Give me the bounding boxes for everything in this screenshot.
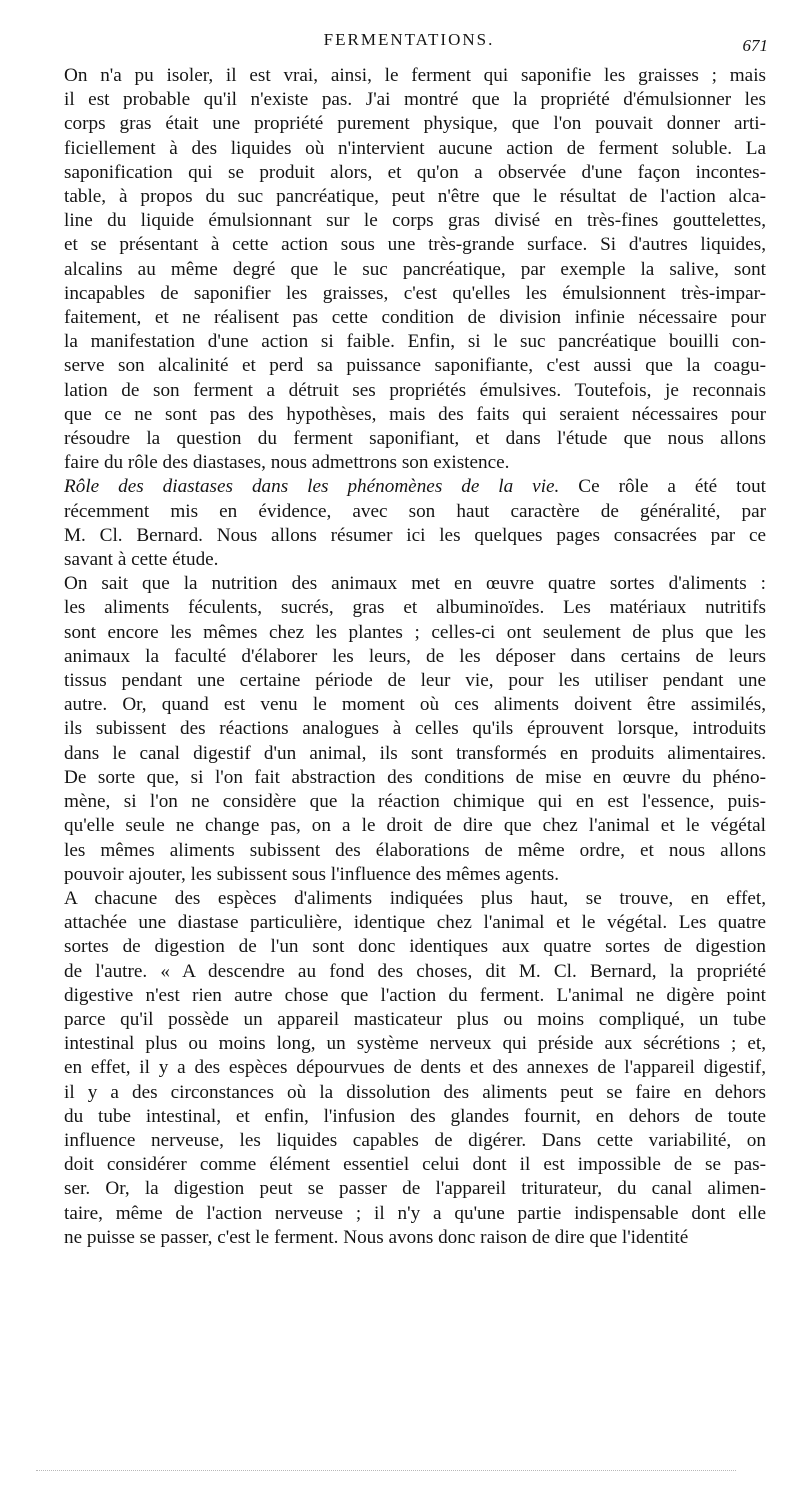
text-line: saponification qui se produit alors, et qu'on a observée d'une façon incontes- <box>64 161 766 183</box>
text-line: il est probable qu'il n'existe pas. J'ai montré que la propriété d'émulsionner les <box>64 89 766 111</box>
text-line: les mêmes aliments subissent des élaborations de même ordre, et nous allons <box>64 839 766 861</box>
text-line: dans le canal digestif d'un animal, ils sont transformés en produits alimentaires. <box>64 742 766 764</box>
body-text <box>50 64 766 1250</box>
text-line: savant à cette étude. <box>64 549 219 571</box>
running-header <box>50 26 768 54</box>
paragraph <box>50 64 766 475</box>
text-line: tissus pendant une certaine période de leur vie, pour les utiliser pendant une <box>64 670 766 692</box>
text-line: attachée une diastase particulière, identique chez l'animal et le végétal. Les quatre <box>64 912 766 934</box>
text-line: pouvoir ajouter, les subissent sous l'influence des mêmes agents. <box>64 863 560 885</box>
text-line: la manifestation d'une action si faible. Enfin, si le suc pancréatique bouilli con- <box>64 331 766 353</box>
text-line: faire du rôle des diastases, nous admettrons son existence. <box>64 452 510 474</box>
text-line: que ce ne sont pas des hypothèses, mais des faits qui seraient nécessaires pour <box>64 403 766 425</box>
text-line: il y a des circonstances où la dissolution des aliments peut se faire en dehors <box>64 1081 766 1103</box>
text-line: digestive n'est rien autre chose que l'action du ferment. L'animal ne digère point <box>64 984 766 1006</box>
text-line: table, à propos du suc pancréatique, peut n'être que le résultat de l'action alca- <box>64 186 766 208</box>
text-line: On sait que la nutrition des animaux met en œuvre quatre sortes d'aliments : <box>64 573 766 595</box>
text-line: alcalins au même degré que le suc pancréatique, par exemple la salive, sont <box>64 258 766 280</box>
text-line: On n'a pu isoler, il est vrai, ainsi, le ferment qui saponifie les graisses ; mais <box>64 65 766 86</box>
text-line: line du liquide émulsionnant sur le corps gras divisé en très-fines gouttelettes, <box>64 210 766 232</box>
text-line: A chacune des espèces d'aliments indiquées plus haut, se trouve, en effet, <box>64 887 766 909</box>
text-line: sortes de digestion de l'un sont donc identiques aux quatre sortes de digestion <box>64 936 766 958</box>
text-line: serve son alcalinité et perd sa puissance saponifiante, c'est aussi que la coagu- <box>64 355 766 377</box>
text-line <box>50 475 766 499</box>
text-line: parce qu'il possède un appareil masticateur plus ou moins compliqué, un tube <box>64 1008 766 1030</box>
text-line: faitement, et ne réalisent pas cette condition de division infinie nécessaire pour <box>64 307 766 329</box>
text-line: ser. Or, la digestion peut se passer de l'appareil triturateur, du canal alimen- <box>64 1178 766 1200</box>
text-line: du tube intestinal, et enfin, l'infusion des glandes fournit, en dehors de toute <box>64 1105 766 1127</box>
text-line: De sorte que, si l'on fait abstraction des conditions de mise en œuvre du phéno- <box>64 766 766 788</box>
paragraph <box>50 572 766 887</box>
text-line: corps gras était une propriété purement physique, que l'on pouvait donner arti- <box>64 113 766 135</box>
page-number: 671 <box>742 36 768 55</box>
text-line: résoudre la question du ferment saponifiant, et dans l'étude que nous allons <box>64 428 766 450</box>
text-line: qu'elle seule ne change pas, on a le droit de dire que chez l'animal et le végétal <box>64 815 766 837</box>
text-line: mène, si l'on ne considère que la réaction chimique qui en est l'essence, puis- <box>64 791 766 813</box>
text-line: animaux la faculté d'élaborer les leurs, de les déposer dans certains de leurs <box>64 645 766 667</box>
text-line: les aliments féculents, sucrés, gras et albuminoïdes. Les matériaux nutritifs <box>64 597 766 619</box>
text-line: et se présentant à cette action sous une très-grande surface. Si d'autres liquides, <box>64 234 766 256</box>
text-line: autre. Or, quand est venu le moment où ces aliments doivent être assimilés, <box>64 694 766 716</box>
text-line: en effet, il y a des espèces dépourvues de dents et des annexes de l'appareil digestif, <box>64 1057 766 1079</box>
text-line: de l'autre. « A descendre au fond des choses, dit M. Cl. Bernard, la propriété <box>64 960 766 982</box>
text-line: M. Cl. Bernard. Nous allons résumer ici les quelques pages consacrées par ce <box>64 524 766 546</box>
text-line: incapables de saponifier les graisses, c'est qu'elles les émulsionnent très-impar- <box>64 282 766 304</box>
text-line: taire, même de l'action nerveuse ; il n'y a qu'une partie indispensable dont elle <box>64 1202 766 1224</box>
section-heading-italic: Rôle des diastases dans les phénomènes de la vie. <box>64 476 560 498</box>
paragraph <box>50 887 766 1250</box>
text-line: récemment mis en évidence, avec son haut caractère de généralité, par <box>64 500 766 522</box>
text-line: lation de son ferment a détruit ses propriétés émulsives. Toutefois, je reconnais <box>64 379 766 401</box>
text-line: ne puisse se passer, c'est le ferment. Nous avons donc raison de dire que l'identité <box>64 1226 689 1248</box>
footer-rule <box>36 1470 736 1471</box>
running-title: FERMENTATIONS. <box>323 30 495 49</box>
text-line: ficiellement à des liquides où n'intervient aucune action de ferment soluble. La <box>64 137 766 159</box>
text-line: ils subissent des réactions analogues à celles qu'ils éprouvent lorsque, introduits <box>64 718 766 740</box>
text-line: sont encore les mêmes chez les plantes ; celles-ci ont seulement de plus que les <box>64 621 766 643</box>
paragraph <box>50 475 766 572</box>
text-run: Ce rôle a été tout <box>559 476 766 498</box>
text-line: influence nerveuse, les liquides capables de digérer. Dans cette variabilité, on <box>64 1129 766 1151</box>
text-line: intestinal plus ou moins long, un système nerveux qui préside aux sécrétions ; et, <box>64 1033 766 1055</box>
text-line: doit considérer comme élément essentiel celui dont il est impossible de se pas- <box>64 1154 766 1176</box>
